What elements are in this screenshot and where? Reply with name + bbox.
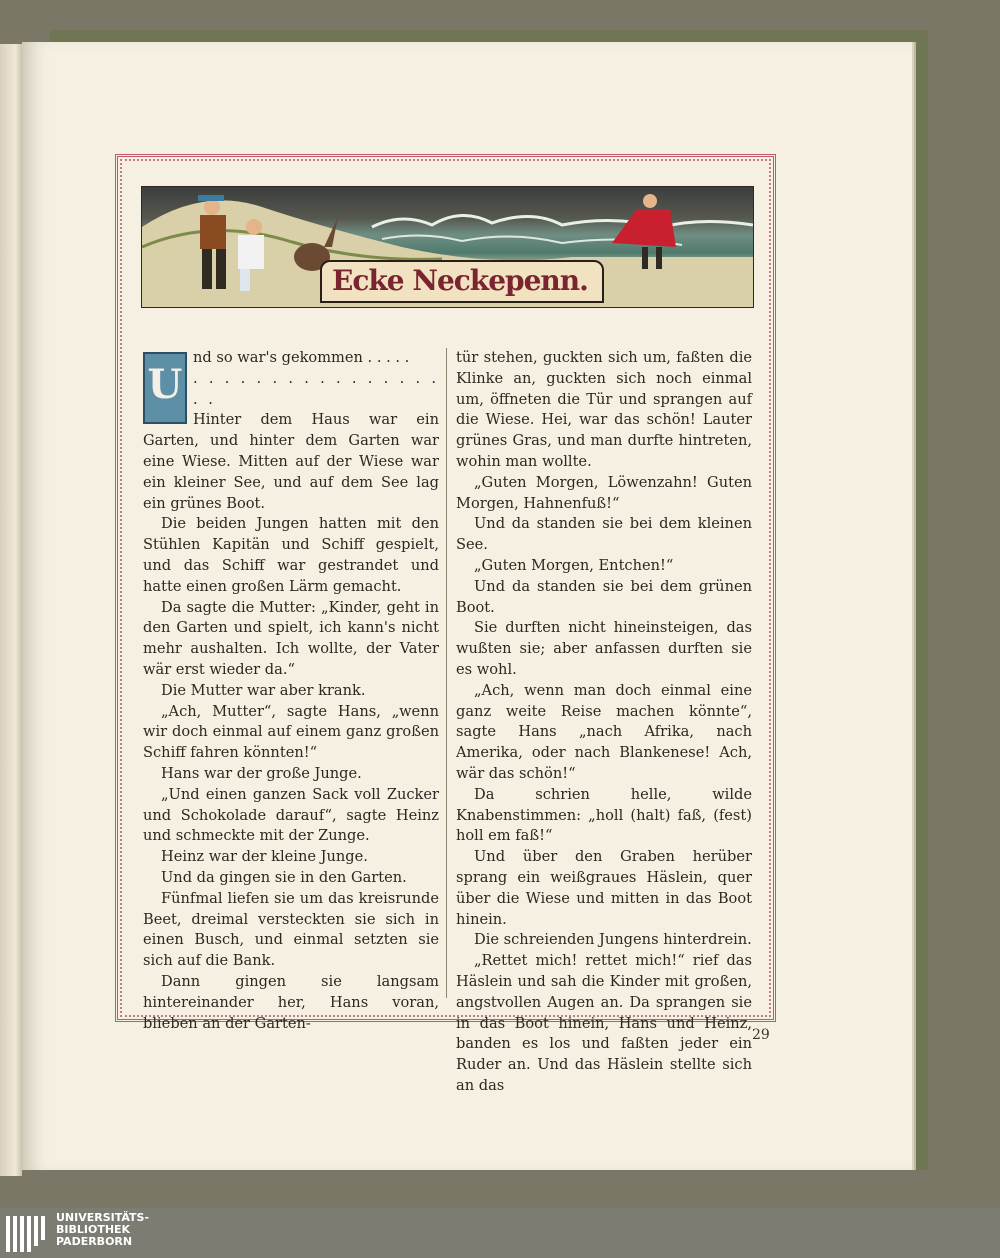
paragraph: Hans war der große Junge.: [161, 764, 362, 782]
paragraph: „Und einen ganzen Sack voll Zucker und Schokolade darauf“, sagte Heinz und schmeckte mit der Zunge.: [143, 785, 439, 845]
library-name-line: PADERBORN: [56, 1235, 133, 1248]
paragraph: Dann gingen sie langsam hintereinander her, Hans voran, blieben an der Garten-: [143, 972, 439, 1032]
paragraph: Die beiden Jungen hatten mit den Stühlen Kapitän und Schiff gespielt, und das Schiff war gestrandet und hatte einen großen Lärm gemacht.: [143, 515, 439, 595]
drop-cap: U: [143, 352, 187, 424]
library-name-line: BIBLIOTHEK: [56, 1223, 131, 1236]
library-logo-icon: [6, 1214, 48, 1254]
column-divider: [446, 348, 447, 998]
paragraph: Da schrien helle, wilde Knabenstimmen: „holl (halt) faß, (fest) holl em faß!“: [456, 785, 752, 845]
paragraph: Sie durften nicht hineinsteigen, das wußten sie; aber anfassen durften sie es wohl.: [456, 619, 752, 678]
paragraph: Und da standen sie bei dem kleinen See.: [456, 515, 752, 554]
paragraph: „Guten Morgen, Entchen!“: [474, 556, 674, 574]
paragraph: Fünfmal liefen sie um das kreisrunde Beet, dreimal versteckten sie sich in einen Busch, und einmal setzten sie sich auf die Bank.: [143, 889, 439, 970]
library-name-line: UNIVERSITÄTS-: [56, 1211, 150, 1224]
paragraph: nd so war's gekommen . . . . .: [193, 349, 410, 366]
left-page-edge: [0, 44, 22, 1176]
paragraph: . . . . . . . . . . . . . . . . . .: [193, 369, 439, 408]
text-column-left: [143, 348, 439, 1034]
page-title: Ecke Neckepenn.: [320, 260, 604, 303]
text-column-right: [456, 348, 752, 1097]
paragraph: Hinter dem Haus war ein Garten, und hinter dem Garten war eine Wiese. Mitten auf der Wiese war ein kleiner See, und auf dem See lag ein grünes Boot.: [143, 411, 439, 512]
header-illustration: [141, 186, 754, 308]
paragraph: „Guten Morgen, Löwenzahn! Guten Morgen, Hahnenfuß!“: [456, 473, 752, 512]
library-footer: [0, 1208, 1000, 1258]
paragraph: tür stehen, guckten sich um, faßten die Klinke an, guckten sich noch einmal um, öffneten die Tür und sprangen auf die Wiese. Hei, war das schön! Lauter grünes Gras, und man durfte hintreten, wohin man wollte.: [456, 349, 752, 470]
paragraph: Da sagte die Mutter: „Kinder, geht in den Garten und spielt, ich kann's nicht mehr aushalten. Ich wollte, der Vater wär erst wieder da.“: [143, 598, 439, 678]
paragraph: „Ach, Mutter“, sagte Hans, „wenn wir doch einmal auf einem ganz großen Schiff fahren könnten!“: [143, 702, 439, 762]
paragraph: „Rettet mich! rettet mich!“ rief das Häslein und sah die Kinder mit großen, angstvollen Augen an. Da sprangen sie in das Boot hinein, Hans und Heinz, banden es los und faßten jeder ein Ruder an. Und das Häslein stellte sich an das: [456, 952, 752, 1094]
paragraph: Und da gingen sie in den Garten.: [161, 868, 407, 886]
library-name: [56, 1212, 149, 1248]
paragraph: Und da standen sie bei dem grünen Boot.: [456, 577, 752, 616]
paragraph: Die schreienden Jungens hinterdrein.: [474, 931, 752, 949]
page-number: 29: [752, 1027, 770, 1043]
paragraph: Die Mutter war aber krank.: [161, 681, 366, 699]
paragraph: Heinz war der kleine Junge.: [161, 848, 368, 866]
paragraph: Und über den Graben herüber sprang ein weißgraues Häslein, quer über die Wiese und mitten in das Boot hinein.: [456, 848, 752, 928]
paragraph: „Ach, wenn man doch einmal eine ganz weite Reise machen könnte“, sagte Hans „nach Afrika, nach Amerika, oder nach Blankenese! Ach, wär das schön!“: [456, 681, 752, 782]
